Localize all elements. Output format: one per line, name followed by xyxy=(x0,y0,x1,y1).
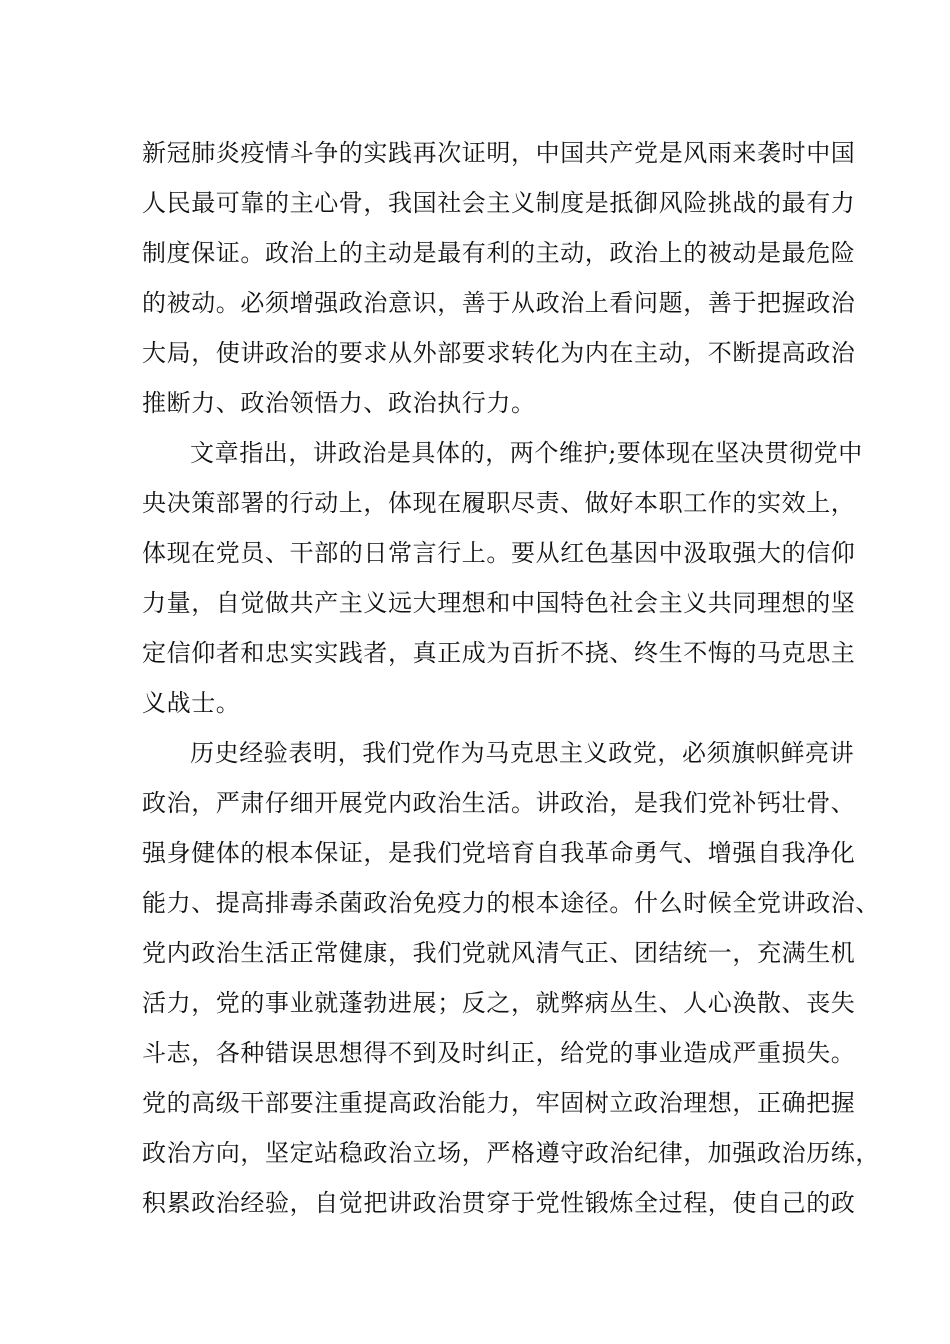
text-line: 活力，党的事业就蓬勃进展；反之，就弊病丛生、人心涣散、丧失 xyxy=(142,989,856,1017)
text-line: 制度保证。政治上的主动是最有利的主动，政治上的被动是最危险 xyxy=(142,239,856,267)
text-line: 政治方向，坚定站稳政治立场，严格遵守政治纪律，加强政治历练， xyxy=(142,1139,880,1167)
text-line: 积累政治经验，自觉把讲政治贯穿于党性锻炼全过程，使自己的政 xyxy=(142,1189,856,1217)
text-line: 定信仰者和忠实实践者，真正成为百折不挠、终生不悔的马克思主 xyxy=(142,639,856,667)
paragraph-start-line: 文章指出，讲政治是具体的，两个维护;要体现在坚决贯彻党中 xyxy=(190,439,863,467)
paragraph-start-line: 历史经验表明，我们党作为马克思主义政党，必须旗帜鲜亮讲 xyxy=(190,739,855,767)
text-line: 能力、提高排毒杀菌政治免疫力的根本途径。什么时候全党讲政治、 xyxy=(142,889,880,917)
text-line: 推断力、政治领悟力、政治执行力。 xyxy=(142,389,536,417)
document-body xyxy=(142,128,880,1228)
text-line: 力量，自觉做共产主义远大理想和中国特色社会主义共同理想的坚 xyxy=(142,589,856,617)
text-line: 大局，使讲政治的要求从外部要求转化为内在主动，不断提高政治 xyxy=(142,339,856,367)
text-line: 人民最可靠的主心骨，我国社会主义制度是抵御风险挑战的最有力 xyxy=(142,189,856,217)
text-line: 党的高级干部要注重提高政治能力，牢固树立政治理想，正确把握 xyxy=(142,1089,856,1117)
text-line: 义战士。 xyxy=(142,689,241,717)
text-line: 党内政治生活正常健康，我们党就风清气正、团结统一，充满生机 xyxy=(142,939,856,967)
text-line: 政治，严肃仔细开展党内政治生活。讲政治，是我们党补钙壮骨、 xyxy=(142,789,856,817)
text-line: 体现在党员、干部的日常言行上。要从红色基因中汲取强大的信仰 xyxy=(142,539,856,567)
text-line: 新冠肺炎疫情斗争的实践再次证明，中国共产党是风雨来袭时中国 xyxy=(142,139,856,167)
text-line: 央决策部署的行动上，体现在履职尽责、做好本职工作的实效上， xyxy=(142,489,856,517)
text-line: 强身健体的根本保证，是我们党培育自我革命勇气、增强自我净化 xyxy=(142,839,856,867)
text-line: 斗志，各种错误思想得不到及时纠正，给党的事业造成严重损失。 xyxy=(142,1039,856,1067)
text-line: 的被动。必须增强政治意识，善于从政治上看问题，善于把握政治 xyxy=(142,289,856,317)
